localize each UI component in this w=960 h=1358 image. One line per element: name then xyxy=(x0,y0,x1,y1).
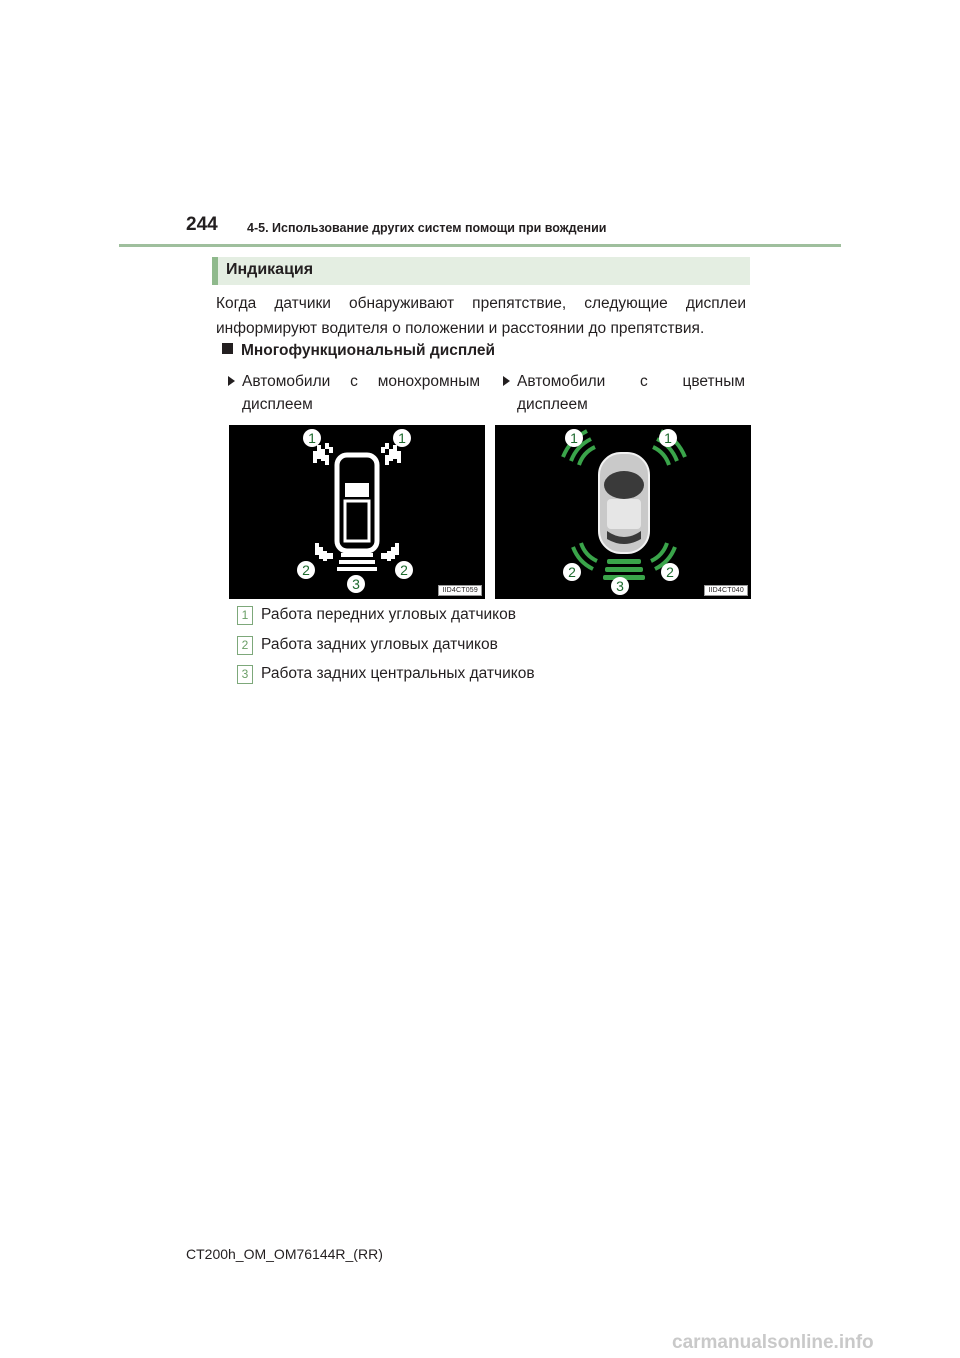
legend-text: Работа задних центральных датчиков xyxy=(261,665,535,682)
figure-monochrome-display xyxy=(229,425,485,599)
header-rule xyxy=(119,244,841,247)
callout-label: 2 xyxy=(568,564,576,580)
rear-right-sensor-icon xyxy=(381,543,399,561)
rear-center-sensor-icon xyxy=(337,553,377,571)
variant-line1: Автомобили с монохромным xyxy=(242,373,480,390)
legend-number: 1 xyxy=(237,606,253,625)
car-body-icon xyxy=(337,455,377,551)
car-windshield-icon xyxy=(604,471,644,499)
section-accent xyxy=(212,257,218,285)
callout-label: 3 xyxy=(352,576,360,592)
callout-label: 2 xyxy=(400,562,408,578)
variant-color xyxy=(503,370,745,418)
subheading xyxy=(222,342,495,360)
callout-label: 2 xyxy=(302,562,310,578)
callout-label: 1 xyxy=(570,430,578,446)
intro-paragraph: Когда датчики обнаруживают препятствие, следующие дисплеи информируют водителя о положении и расстоянии до препятствия. xyxy=(216,295,746,337)
chapter-title: 4-5. Использование других систем помощи при вождении xyxy=(247,221,607,235)
section-header xyxy=(212,257,750,285)
section-title: Индикация xyxy=(226,261,314,278)
rear-left-sensor-icon xyxy=(315,543,333,561)
figure-id-label: IID4CT040 xyxy=(704,585,748,596)
page-number: 244 xyxy=(186,214,218,235)
front-left-sensor-icon xyxy=(313,443,333,465)
triangle-bullet-icon xyxy=(503,376,510,386)
legend-text: Работа передних угловых датчиков xyxy=(261,606,516,623)
rear-center-sensor-icon xyxy=(603,559,645,580)
monochrome-car-illustration xyxy=(229,425,485,599)
subheading-text: Многофункциональный дисплей xyxy=(241,342,496,359)
legend-number: 2 xyxy=(237,636,253,655)
legend-text: Работа задних угловых датчиков xyxy=(261,636,498,653)
front-right-sensor-icon xyxy=(381,443,401,465)
figure-color-display xyxy=(495,425,751,599)
callout-label: 1 xyxy=(664,430,672,446)
variant-line2: дисплеем xyxy=(242,396,313,413)
variant-line2: дисплеем xyxy=(517,396,588,413)
figure-id-label: IID4CT059 xyxy=(438,585,482,596)
legend-number: 3 xyxy=(237,665,253,684)
callout-label: 2 xyxy=(666,564,674,580)
callout-label: 3 xyxy=(616,578,624,594)
triangle-bullet-icon xyxy=(228,376,235,386)
square-bullet-icon xyxy=(222,343,233,354)
document-code: CT200h_OM_OM76144R_(RR) xyxy=(186,1246,383,1262)
car-roof-icon xyxy=(607,499,641,529)
callout-label: 1 xyxy=(398,430,406,446)
watermark: carmanualsonline.info xyxy=(672,1332,874,1353)
variant-line1: Автомобили с цветным xyxy=(517,373,745,390)
car-roof-icon xyxy=(345,483,369,497)
variant-monochrome xyxy=(228,370,480,418)
callout-label: 1 xyxy=(308,430,316,446)
color-car-illustration xyxy=(495,425,751,599)
